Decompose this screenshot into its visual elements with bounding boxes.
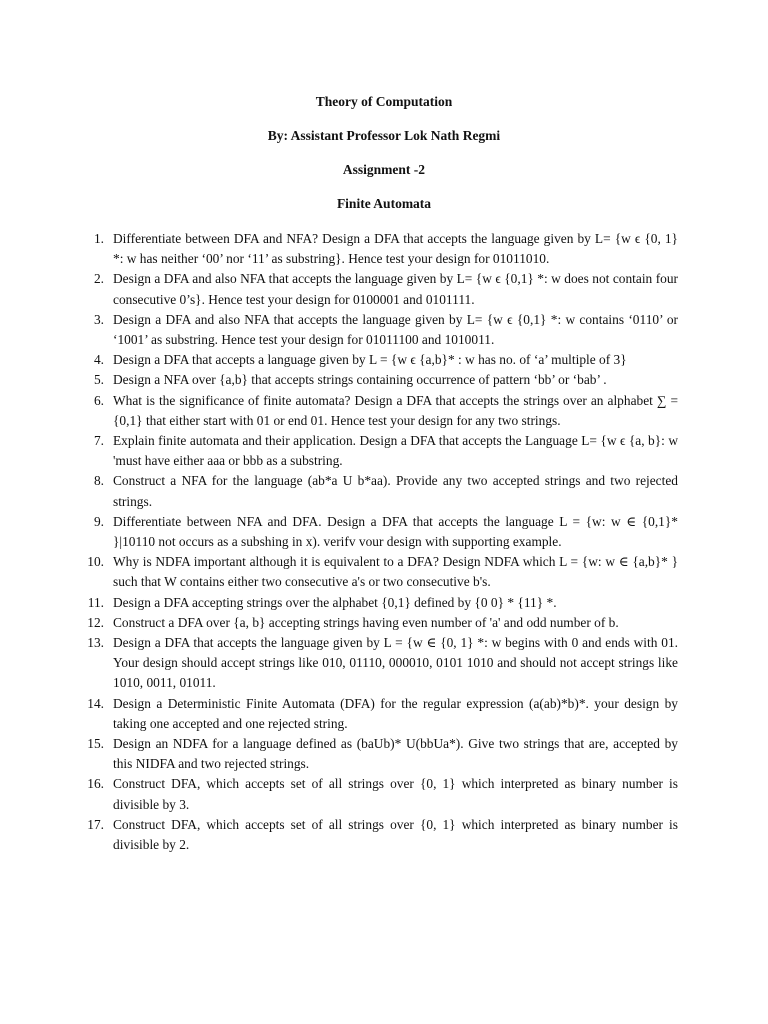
- question-item: [80, 350, 678, 370]
- question-number: 4.: [93, 352, 104, 368]
- document-title: Theory of Computation: [315, 94, 453, 109]
- question-text: Construct DFA, which accepts set of all strings over {0, 1} which interpreted as binary number is divisible by 2.: [113, 816, 678, 853]
- question-list: [80, 229, 678, 855]
- question-number: 15.: [87, 736, 104, 752]
- question-number: 14.: [87, 695, 104, 711]
- question-item: [80, 734, 678, 774]
- question-number: 12.: [87, 614, 104, 630]
- question-text: Design a DFA and also NFA that accepts the language given by L= {w ϵ {0,1} *: w does not contain four consecutive 0’s}. Hence test your design for 0100001 and 0101111.: [113, 271, 678, 307]
- question-number: 5.: [93, 372, 104, 388]
- question-text: Design a DFA and also NFA that accepts the language given by L= {w ϵ {0,1} *: w contains ‘0110’ or ‘1001’ as substring. Hence test your design for 01011100 and 1010011.: [113, 311, 678, 348]
- question-item: [80, 633, 678, 694]
- question-number: 2.: [93, 271, 104, 287]
- question-number: 6.: [93, 392, 104, 408]
- question-item: [80, 391, 678, 431]
- question-number: 8.: [93, 473, 104, 489]
- question-number: 13.: [87, 635, 104, 651]
- question-number: 3.: [93, 311, 104, 327]
- question-item: [80, 694, 678, 734]
- question-text: Explain finite automata and their application. Design a DFA that accepts the Language L= {w ϵ {a, b}: w 'must have either aaa or bbb as a substring.: [113, 433, 678, 469]
- question-number: 7.: [93, 433, 104, 449]
- question-item: [80, 613, 678, 633]
- question-item: [80, 593, 678, 613]
- question-text: Design a DFA that accepts a language given by L = {w ϵ {a,b}* : w has no. of ‘a’ multiple of 3}: [113, 352, 627, 368]
- question-number: 10.: [87, 554, 104, 570]
- question-item: [80, 370, 678, 390]
- question-item: [80, 552, 678, 592]
- question-number: 9.: [93, 513, 104, 529]
- question-item: [80, 471, 678, 511]
- question-text: What is the significance of finite automata? Design a DFA that accepts the strings over an alphabet ∑ = {0,1} that either start with 01 or end 01. Hence test your design for any two strings.: [113, 392, 678, 428]
- question-number: 11.: [87, 594, 104, 610]
- question-text: Design a DFA accepting strings over the alphabet {0,1} defined by {0 0} * {11} *.: [113, 594, 557, 610]
- question-item: [80, 431, 678, 471]
- question-item: [80, 269, 678, 309]
- question-item: [80, 310, 678, 350]
- question-number: 16.: [87, 776, 104, 792]
- question-text: Differentiate between NFA and DFA. Design a DFA that accepts the language L = {w: w ∈ {0,1}* }|10110 not occurs as a subshing in x). verifv vour design with supporting example.: [113, 513, 678, 550]
- question-text: Construct a DFA over {a, b} accepting strings having even number of 'a' and odd number of b.: [113, 614, 619, 630]
- document-author: By: Assistant Professor Lok Nath Regmi: [267, 128, 501, 143]
- assignment-number: Assignment -2: [342, 162, 426, 177]
- question-number: 17.: [87, 816, 104, 832]
- question-text: Design a Deterministic Finite Automata (DFA) for the regular expression (a(ab)*b)*. your design by taking one accepted and one rejected string.: [113, 695, 678, 731]
- question-item: [80, 512, 678, 552]
- question-item: [80, 229, 678, 269]
- question-text: Design a DFA that accepts the language given by L = {w ∈ {0, 1} *: w begins with 0 and ends with 01. Your design should accept strings like 010, 01110, 000010, 0101 1010 and should not accept strings like 1010, 0011, 01011.: [113, 635, 678, 691]
- question-text: Design an NDFA for a language defined as (baUb)* U(bbUa*). Give two strings that are, accepted by this NIDFA and two rejected strings.: [113, 736, 678, 772]
- question-text: Why is NDFA important although it is equivalent to a DFA? Design NDFA which L = {w: w ∈ {a,b}* } such that W contains either two consecutive a's or two consecutive b's.: [113, 554, 678, 590]
- assignment-topic: Finite Automata: [336, 196, 432, 211]
- question-item: [80, 815, 678, 855]
- question-text: Differentiate between DFA and NFA? Design a DFA that accepts the language given by L= {w ϵ {0, 1} *: w has neither ‘00’ nor ‘11’ as substring}. Hence test your design for 01011010.: [113, 231, 678, 267]
- question-number: 1.: [93, 231, 104, 246]
- question-text: Design a NFA over {a,b} that accepts strings containing occurrence of pattern ‘bb’ or ‘bab’ .: [113, 372, 607, 388]
- question-item: [80, 774, 678, 814]
- question-text: Construct DFA, which accepts set of all strings over {0, 1} which interpreted as binary number is divisible by 3.: [113, 776, 678, 812]
- question-text: Construct a NFA for the language (ab*a U b*aa). Provide any two accepted strings and two rejected strings.: [113, 473, 678, 509]
